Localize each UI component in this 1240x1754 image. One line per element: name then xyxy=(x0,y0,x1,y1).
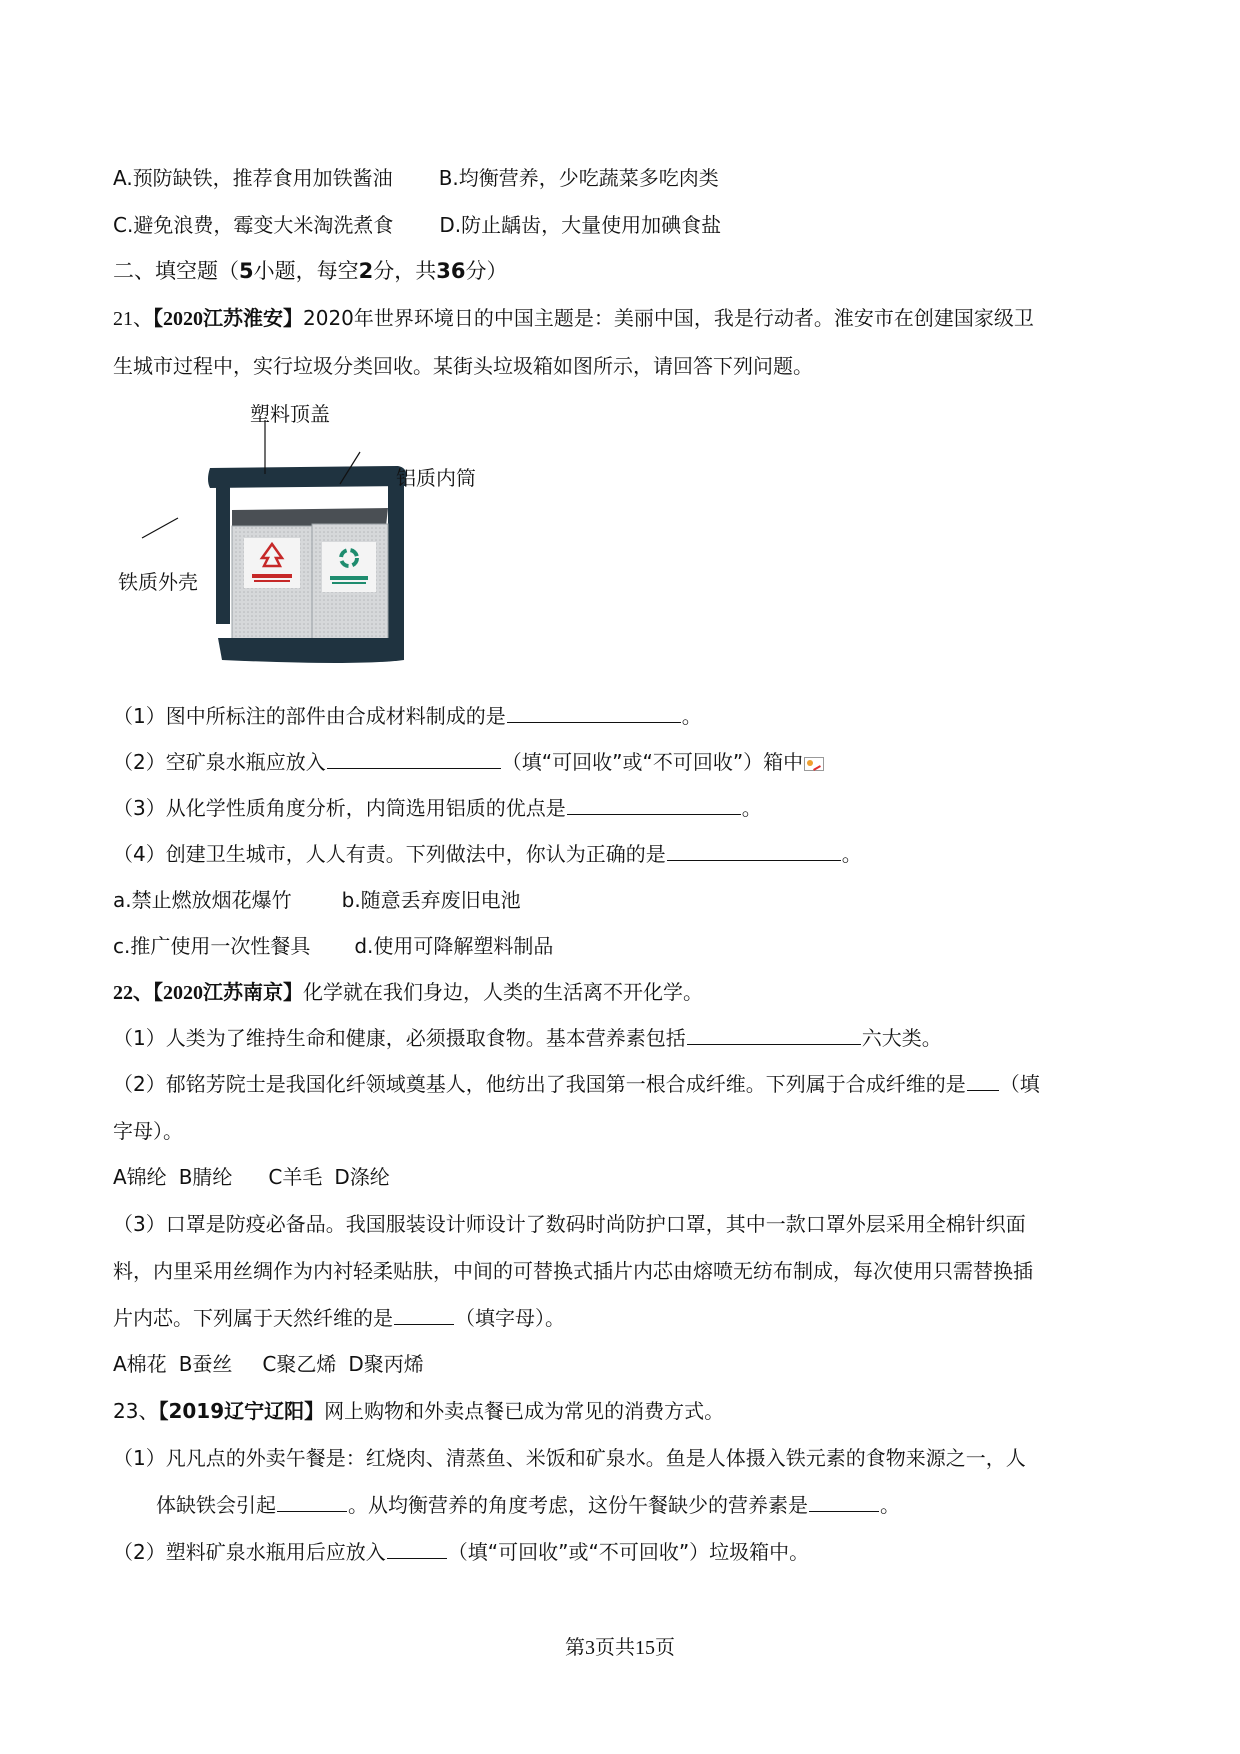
q22-sub2-option-c: C羊毛 xyxy=(268,1165,323,1189)
q22-sub2-line2 xyxy=(113,1117,183,1145)
q23-sub2-hint: （填“可回收”或“不可回收”）垃圾箱中。 xyxy=(447,1540,810,1564)
page-number: 第3页共15页 xyxy=(565,1637,675,1659)
q22-sub3-option-c: C聚乙烯 xyxy=(262,1352,337,1376)
section-heading-mid1: 小题，每空 xyxy=(253,259,359,283)
q22-sub3-hint: （填字母）。 xyxy=(455,1306,565,1330)
q22-sub1-text: （1）人类为了维持生命和健康，必须摄取食物。基本营养素包括 xyxy=(113,1026,686,1050)
mc-option-b: B.均衡营养，少吃蔬菜多吃肉类 xyxy=(438,166,719,190)
q22-sub3-line2 xyxy=(113,1257,1033,1285)
q21-stem-line1 xyxy=(113,304,1034,333)
q22-sub1-end: 六大类。 xyxy=(861,1026,942,1050)
mc-option-d: D.防止龋齿，大量使用加碘食盐 xyxy=(439,213,722,237)
section-heading xyxy=(113,257,507,285)
q21-options-row-2 xyxy=(113,932,553,960)
q23-number: 23、 xyxy=(113,1399,159,1423)
label-plastic-lid: 塑料顶盖 xyxy=(250,402,330,426)
q23-source: 【2019辽宁辽阳】 xyxy=(158,1399,325,1423)
q22-sub2-options xyxy=(113,1163,390,1191)
q21-option-b: b.随意丢弃废旧电池 xyxy=(341,888,521,912)
q21-number: 21、 xyxy=(113,308,153,330)
label-aluminum-inner-bin: 铝质内筒 xyxy=(396,466,476,490)
q21-sub1 xyxy=(113,702,702,730)
q22-sub1-answer-blank[interactable] xyxy=(687,1024,861,1045)
q22-sub2-option-d: D涤纶 xyxy=(334,1165,390,1189)
q21-sub3-end: 。 xyxy=(741,796,762,820)
q23-sub1-end: 。 xyxy=(880,1493,900,1517)
mc-option-c: C.避免浪费，霉变大米淘洗煮食 xyxy=(113,213,394,237)
q21-sub4-text: （4）创建卫生城市，人人有责。下列做法中，你认为正确的是 xyxy=(113,842,666,866)
q21-stem-line2 xyxy=(113,352,813,380)
q22-sub2-text: （2）郁铭芳院士是我国化纤领域奠基人，他纺出了我国第一根合成纤维。下列属于合成纤维的是 xyxy=(113,1072,966,1096)
q21-options-row-1 xyxy=(113,886,521,914)
q23-sub1-text-1: （1）凡凡点的外卖午餐是：红烧肉、清蒸鱼、米饭和矿泉水。鱼是人体摄入铁元素的食物来源之一，人 xyxy=(113,1446,1026,1470)
q21-sub4-answer-blank[interactable] xyxy=(667,840,841,861)
q21-stem-text: 2020年世界环境日的中国主题是：美丽中国，我是行动者。淮安市在创建国家级卫 xyxy=(303,306,1034,330)
q21-sub2-text: （2）空矿泉水瓶应放入 xyxy=(113,750,326,774)
q23-sub2-text: （2）塑料矿泉水瓶用后应放入 xyxy=(113,1540,386,1564)
q21-sub2-hint: （填“可回收”或“不可回收”）箱中 xyxy=(501,750,804,774)
section-heading-suffix: 分） xyxy=(465,259,508,283)
q22-sub3-line3 xyxy=(113,1304,565,1332)
q22-number: 22、 xyxy=(113,982,153,1004)
label-iron-shell: 铁质外壳 xyxy=(118,570,198,594)
q22-sub2-line1 xyxy=(113,1070,1040,1098)
q23-sub1-line2 xyxy=(156,1491,900,1519)
q23-sub1-text-2: 体缺铁会引起 xyxy=(156,1493,276,1517)
q23-sub1-text-3: 。从均衡营养的角度考虑，这份午餐缺少的营养素是 xyxy=(348,1493,808,1517)
mc-option-a: A.预防缺铁，推荐食用加铁酱油 xyxy=(113,166,393,190)
q22-sub3-text-2: 料，内里采用丝绸作为内衬轻柔贴肤，中间的可替换式插片内芯由熔喷无纺布制成，每次使用只需替换插 xyxy=(113,1259,1033,1283)
embedded-image-icon xyxy=(804,757,824,771)
q22-stem xyxy=(113,978,703,1007)
q23-sub2-answer-blank[interactable] xyxy=(387,1538,447,1559)
q21-sub1-text: （1）图中所标注的部件由合成材料制成的是 xyxy=(113,704,506,728)
q21-source: 【2020江苏淮安】 xyxy=(153,308,303,330)
q22-sub1 xyxy=(113,1024,942,1052)
q22-stem-text: 化学就在我们身边，人类的生活离不开化学。 xyxy=(303,980,703,1004)
q22-sub3-option-d: D聚丙烯 xyxy=(348,1352,424,1376)
page-footer xyxy=(0,1631,1240,1660)
section-total-points: 36 xyxy=(436,259,466,283)
q22-sub3-option-b: B蚕丝 xyxy=(178,1352,233,1376)
mc-option-row-1 xyxy=(113,164,719,192)
mc-option-row-2 xyxy=(113,211,721,239)
q21-sub4 xyxy=(113,840,862,868)
q21-sub1-answer-blank[interactable] xyxy=(507,702,681,723)
section-heading-prefix: 二、填空题（ xyxy=(113,259,239,283)
trash-bin-illustration xyxy=(118,398,498,680)
q22-sub3-option-a: A棉花 xyxy=(113,1352,167,1376)
q21-stem-text-2: 生城市过程中，实行垃圾分类回收。某街头垃圾箱如图所示，请回答下列问题。 xyxy=(113,354,813,378)
q22-sub3-line1 xyxy=(113,1210,1026,1238)
q22-sub2-option-a: A锦纶 xyxy=(113,1165,167,1189)
q22-sub2-answer-blank[interactable] xyxy=(967,1070,999,1091)
q21-sub2 xyxy=(113,748,824,776)
q22-source: 【2020江苏南京】 xyxy=(153,982,303,1004)
section-heading-mid2: 分，共 xyxy=(373,259,437,283)
q22-sub2-option-b: B腈纶 xyxy=(178,1165,233,1189)
q21-sub3-answer-blank[interactable] xyxy=(567,794,741,815)
q22-sub2-hint: （填 xyxy=(999,1072,1040,1096)
q22-sub3-options xyxy=(113,1350,424,1378)
q23-sub1-answer-blank-1[interactable] xyxy=(277,1491,347,1512)
section-question-count: 5 xyxy=(239,259,254,283)
q21-sub4-end: 。 xyxy=(841,842,862,866)
trash-bin-figure xyxy=(118,398,498,680)
q22-sub3-text-3: 片内芯。下列属于天然纤维的是 xyxy=(113,1306,393,1330)
q23-sub1-answer-blank-2[interactable] xyxy=(809,1491,879,1512)
q21-option-c: c.推广使用一次性餐具 xyxy=(113,934,311,958)
q21-option-a: a.禁止燃放烟花爆竹 xyxy=(113,888,292,912)
q21-sub3 xyxy=(113,794,762,822)
q22-sub3-text-1: （3）口罩是防疫必备品。我国服装设计师设计了数码时尚防护口罩，其中一款口罩外层采用全棉针织面 xyxy=(113,1212,1026,1236)
q23-sub2 xyxy=(113,1538,809,1566)
q21-option-d: d.使用可降解塑料制品 xyxy=(354,934,554,958)
q23-sub1-line1 xyxy=(113,1444,1026,1472)
q22-sub3-answer-blank[interactable] xyxy=(394,1304,454,1325)
q22-sub2-hint-cont: 字母）。 xyxy=(113,1119,183,1143)
q21-sub3-text: （3）从化学性质角度分析，内筒选用铝质的优点是 xyxy=(113,796,566,820)
q23-stem-text: 网上购物和外卖点餐已成为常见的消费方式。 xyxy=(324,1399,725,1423)
section-points-per-blank: 2 xyxy=(358,259,374,283)
q21-sub1-end: 。 xyxy=(681,704,702,728)
q21-sub2-answer-blank[interactable] xyxy=(327,748,501,769)
q23-stem xyxy=(113,1397,724,1425)
